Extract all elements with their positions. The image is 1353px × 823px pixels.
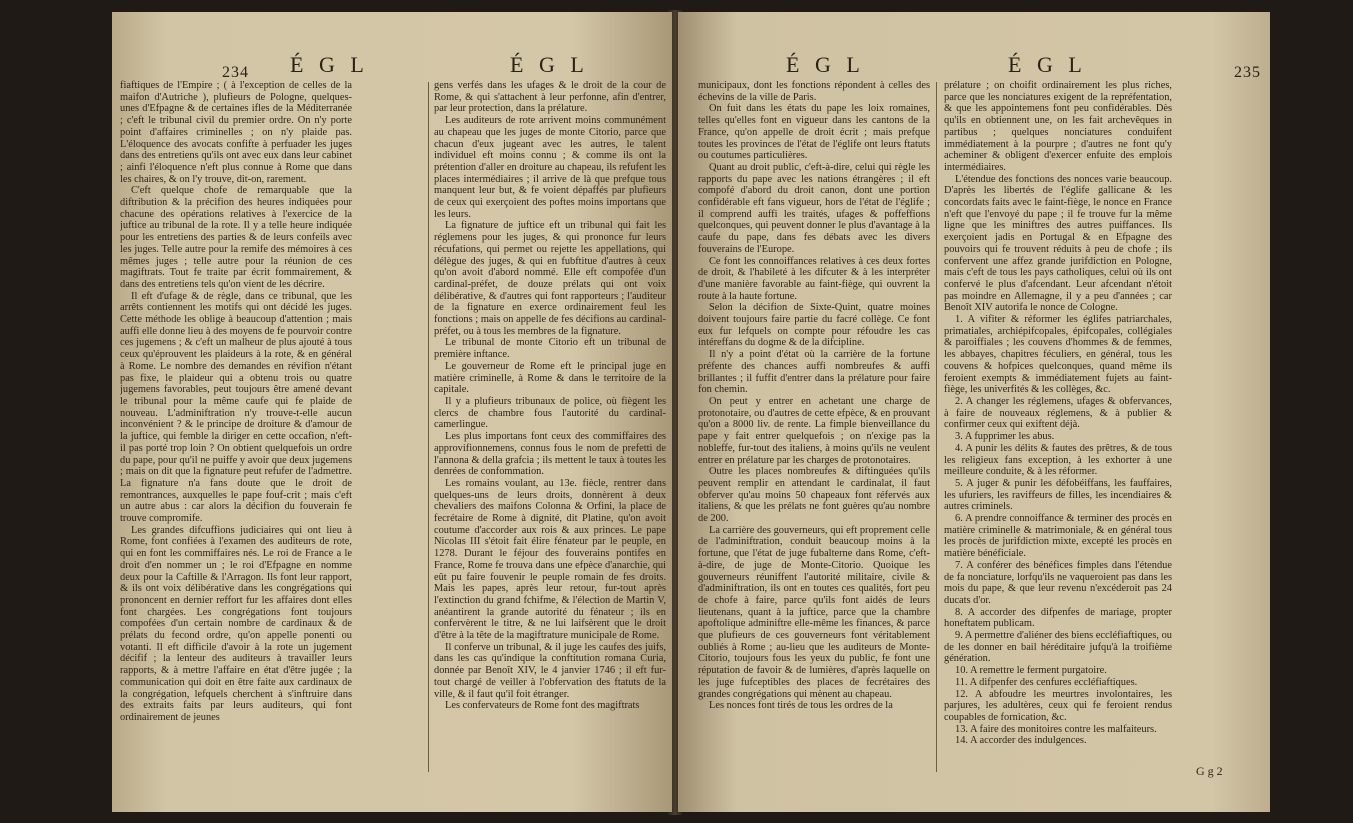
left-running-head-1: É G L xyxy=(290,52,369,77)
paragraph: 12. A abfoudre les meurtres involontaires, les parjures, les adultères, ceux qui fe feroient rendus coupables de fornication, &c. xyxy=(944,688,1172,723)
paragraph: 10. A remettre le ferment purgatoire. xyxy=(955,665,1107,677)
right-page xyxy=(678,12,1270,812)
paragraph: Il n'y a point d'état où la carrière de la fortune préfente des chances auffi nombreufes & auffi brillantes ; il fuffit d'entrer dans la prélature pour faire fon chemin. xyxy=(698,349,930,396)
paragraph: C'eft quelque chofe de remarquable que la diftribution & la précifion des heures indiquées pour chacune des opérations relatives à l'exercice de la juftice au tribunal de la rote. Il y a telle heure indiquée pour les entretiens des parties & de leurs confeils avec les juges. Telle autre pour la remife des mémoires à ces mêmes juges ; telle autre pour la réunion de ces magiftrats. Tout fe traite par écrit fommairement, & dans des entretiens tels qu'on vient de les décrire. xyxy=(120,185,352,290)
paragraph: On fuit dans les états du pape les loix romaines, telles qu'elles font en vigueur dans les cantons de la France, qu'on appelle de droit écrit ; mais prefque toutes les provinces de l'état de l'églife ont leurs ftatuts ou coutumes particulières. xyxy=(698,103,930,162)
paragraph: Il y a plufieurs tribunaux de police, où fiègent les clercs de chambre fous l'autorité du cardinal-camerlingue. xyxy=(434,395,666,431)
paragraph: Les nonces font tirés de tous les ordres de la xyxy=(709,700,893,712)
paragraph: Outre les places nombreufes & diftinguées qu'ils peuvent remplir en attendant le cardinalat, il faut obferver qu'au moins 50 chapeaux font réfervés aux italiens, & que les prélats ne font guères qu'au nombre de 200. xyxy=(698,466,930,525)
paragraph: 8. A accorder des difpenfes de mariage, propter honeftatem publicam. xyxy=(944,606,1172,630)
paragraph: Ce font les connoiffances relatives à ces deux fortes de droit, & l'habileté à les difcuter & à les interpréter d'une manière favorable au faint-fiège, qui ouvrent la route à la haute fortune. xyxy=(698,255,930,302)
paragraph: Les grandes difcuffions judiciaires qui ont lieu à Rome, font confiées à l'examen des auditeurs de rote, qui en font les commiffaires nés. Le roi de France a le droit d'en nommer un ; le roi d'Efpagne en nomme deux pour la Caftille & l'Arragon. Ils font leur rapport, & ils ont voix délibérative dans les congrégations qui prononcent en dernier reffort fur les affaires dont elles font chargées. Les congrégations font toujours compofées d'un certain nombre de cardinaux & de prélats du fecond ordre, qu'on appelle ponenti ou votanti. Il eft difficile d'avoir à la rote un jugement décifif ; la lenteur des auditeurs à travailler leurs rapports, & à mettre l'affaire en état d'être jugée ; la communication qui doit en être faite aux cardinaux de la congrégation, lefquels cherchent à s'inftruire dans des extraits faits par leurs auditeurs, qui font ordinairement de jeunes xyxy=(120,524,352,723)
paragraph: 3. A fupprimer les abus. xyxy=(955,431,1055,443)
right-column-2 xyxy=(944,80,1172,780)
paragraph: Les auditeurs de rote arrivent moins communément au chapeau que les juges de monte Citorio, parce que chacun d'eux jugeant avec les autres, le talent individuel eft moins connu ; & comme ils ont la prétention d'aller en droiture au chapeau, ils refufent les places intermédiaires ; il arrive de là que prefque tous manquent leur but, & fe voient dépaffés par plufieurs de ceux qui exerçoient des poftes moins importans que les leurs. xyxy=(434,115,666,220)
paragraph: L'étendue des fonctions des nonces varie beaucoup. D'après les libertés de l'églife gallicane & les concordats faits avec le faint-fiège, le nonce en France n'eft que l'envoyé du pape ; il fe trouve fur la même ligne que les miniftres des autres puiffances. Ils exerçoient jadis en Portugal & en Efpagne des pouvoirs qui fe trouvent réduits à peu de chofe ; ils confervent une affez grande jurifdiction en Pologne, mais c'eft de tous les pays catholiques, celui où ils ont confervé le plus d'afcendant. Leur afcendant n'étoit pas moindre en Allemagne, il y a peu d'années ; car Benoît XIV autorifa le nonce de Cologne. xyxy=(944,173,1172,314)
right-page-number: 235 xyxy=(1234,64,1261,81)
paragraph: La carrière des gouverneurs, qui eft proprement celle de l'adminiftration, conduit beaucoup moins à la fortune, que l'état de juge fubalterne dans Rome, c'eft-à-dire, de juge de Monte-Citorio. Quoique les gouverneurs réuniffent l'autorité militaire, civile & d'adminiftration, ils ont en toutes ces qualités, fort peu de chofe à faire, parce qu'ils font aidés de leurs lieutenans, quant à la juftice, parce que la chambre apoftolique adminiftre elle-même les finances, & parce que plufieurs de ces gouverneurs font véritablement oubliés à Rome ; au-lieu que les auditeurs de Monte-Citorio, toujours fous les yeux du public, fe font une réputation de favoir & de lumières, d'après laquelle on les juge fufceptibles des places de fecrétaires des grandes congrégations qui mènent au chapeau. xyxy=(698,524,930,700)
paragraph: 2. A changer les réglemens, ufages & obfervances, à faire de nouveaux réglemens, & à publier & confirmer ceux qui exiftent déjà. xyxy=(944,395,1172,431)
left-column-1 xyxy=(120,80,352,780)
left-page-number: 234 xyxy=(222,64,249,81)
right-running-head-1: É G L xyxy=(786,52,865,77)
paragraph: Selon la décifion de Sixte-Quint, quatre moines doivent toujours faire partie du facré collège. Ce font eux fur lefquels on compte pour réfoudre les cas intéreffans du dogme & de la difcipline. xyxy=(698,302,930,349)
right-column-1 xyxy=(698,80,930,780)
paragraph: Les romains voulant, au 13e. fiècle, rentrer dans quelques-uns de leurs droits, donnèrent à deux chevaliers des maifons Colonna & Orfini, la place de fecrétaire de Rome à dignité, dit Platine, qu'on avoit coutume d'accorder aux rois & aux princes. Le pape Nicolas III s'étoit fait élire fénateur par le peuple, en 1278. Durant le féjour des fouverains pontifes en France, Rome fe trouva dans une efpèce d'anarchie, qui eût pu faire fouvenir le peuple romain de fes droits. Mais les papes, après leur retour, fur-tout après l'extinction du grand fchifme, & l'élection de Martin V, anéantirent la grande autorité du fénateur ; ils en confervèrent le titre, & ne lui laifsèrent que le droit d'être à la tête de la magiftrature municipale de Rome. xyxy=(434,477,666,642)
paragraph: prélature ; on choifit ordinairement les plus riches, parce que les nonciatures exigent de la repréfentation, & que les appointemens font peu confidérables. Dès qu'ils en obtiennent une, on les fait archevêques in partibus ; quelques nonciatures conduifent immédiatement à la pourpre ; d'autres ne font qu'y acheminer & obligent d'exercer enfuite des emplois intermédiaires. xyxy=(944,80,1172,173)
paragraph: 7. A conférer des bénéfices fimples dans l'étendue de fa nonciature, lorfqu'ils ne vaqueroient pas dans les mois du pape, & que leur revenu n'excéderoit pas 24 ducats d'or. xyxy=(944,559,1172,606)
left-running-head-2: É G L xyxy=(510,52,589,77)
paragraph: 4. A punir les délits & fautes des prêtres, & de tous les religieux fans exception, à les exhorter à une meilleure conduite, & à les réformer. xyxy=(944,442,1172,478)
paragraph: fiaftiques de l'Empire ; ( à l'exception de celles de la maifon d'Autriche ), plufieurs de Pologne, quelques-unes d'Efpagne & de certaines ifles de la Méditerranée ; c'eft le tribunal civil du premier ordre. On n'y porte point d'affaires criminelles ; on n'y plaide pas. L'éloquence des avocats confifte à perfuader les juges dans des entretiens qu'ils ont avec eux dans leur cabinet ; ainfi l'éloquence n'eft plus connue à Rome que dans les chaires, & on l'y trouve, dit-on, rarement. xyxy=(120,80,352,185)
paragraph: On peut y entrer en achetant une charge de protonotaire, ou d'autres de cette efpèce, & en prouvant qu'on a 8000 liv. de rente. La fimple bienveillance du pape y fait entrer quelquefois ; on n'exige pas la nobleffe, fur-tout des italiens, à moins qu'ils ne veulent entrer en prélature par les charges de protonotaires. xyxy=(698,395,930,466)
paragraph: 1. A vifiter & réformer les églifes patriarchales, primatiales, archiépifcopales, épifcopales, collégiales & paroiffiales ; les couvens d'hommes & de femmes, les abbayes, chapitres féculiers, en général, tous les couvens & hofpices quelconques, quand même ils feroient exempts & immédiatement fujets au faint-fiège, les univerfités & les collèges, &c. xyxy=(944,314,1172,396)
paragraph: 6. A prendre connoiffance & terminer des procès en matière criminelle & matrimoniale, & en général tous les procès de jurifdiction mixte, excepté les procès en matière bénéficiale. xyxy=(944,513,1172,560)
paragraph: gens verfés dans les ufages & le droit de la cour de Rome, & qui s'attachent à leur perfonne, afin d'entrer, par leur protection, dans la prélature. xyxy=(434,80,666,115)
right-running-head-2: É G L xyxy=(1008,52,1087,77)
paragraph: 13. A faire des monitoires contre les malfaiteurs. xyxy=(955,723,1157,735)
paragraph: 5. A juger & punir les défobéiffans, les fauffaires, les ufuriers, les raviffeurs de filles, les incendiaires & autres criminels. xyxy=(944,477,1172,513)
paragraph: Il eft d'ufage & de règle, dans ce tribunal, que les arrêts contiennent les motifs qui ont décidé les juges. Cette méthode les oblige à beaucoup d'attention ; mais auffi elle donne lieu à des moyens de fe pourvoir contre ces jugemens ; & c'eft un malheur de plus ajouté à tous ceux qu'éprouvent les plaideurs à la rote, & en général à Rome. Le nombre des demandes en révifion n'étant pas fixe, le plaideur qui a obtenu trois ou quatre jugemens favorables, peut toujours être amené devant le tribunal pour la même caufe qui fe plaide de nouveau. L'adminiftration n'y trouve-t-elle aucun inconvénient ? & le principe de droiture & d'amour de la juftice, qui femble la diriger en cette occafion, n'eft-il pas porté trop loin ? On obtient quelquefois un ordre du pape, pour qu'il ne puiffe y avoir que deux jugemens ; mais on dit que la fignature peut refufer de l'admettre. La fignature n'a fans doute que le droit de remontrances, auxquelles le pape fouf-crit ; mais c'eft un autre abus : car alors la décifion du fouverain fe trouve compromife. xyxy=(120,290,352,525)
paragraph: Le gouverneur de Rome eft le principal juge en matière criminelle, à Rome & dans le territoire de la capitale. xyxy=(434,360,666,396)
column-rule xyxy=(936,82,937,772)
paragraph: Les confervateurs de Rome font des magiftrats xyxy=(445,700,640,712)
column-rule xyxy=(428,82,429,772)
paragraph: La fignature de juftice eft un tribunal qui fait les réglemens pour les juges, & qui prononce fur leurs récufations, qui permet ou rejette les appellations, qui délègue des juges, & qui en fubftitue d'autres à ceux qu'on avoit d'abord nommé. Elle eft compofée d'un cardinal-préfet, de douze prélats qui ont voix délibérative, & d'autres qui font rapporteurs ; l'auditeur de la fignature en exerce ordinairement feul les fonctions ; mais on appelle de fes décifions au cardinal-préfet, ou à tous les membres de la fignature. xyxy=(434,220,666,337)
paragraph: Il conferve un tribunal, & il juge les caufes des juifs, dans les cas qu'indique la conftitution romana Curia, donnée par Benoît XIV, le 4 janvier 1746 ; il eft fur-tout chargé de veiller à l'obfervation des ftatuts de la ville, & il faut qu'il foit étranger. xyxy=(434,641,666,700)
paragraph: Les plus importans font ceux des commiffaires des approvifionnemens, connus fous le nom de prefetti de l'annona & della grafcia ; ils mettent le taux à toutes les denrées de confommation. xyxy=(434,431,666,478)
paragraph: municipaux, dont les fonctions répondent à celles des échevins de la ville de Paris. xyxy=(698,80,930,103)
signature-mark: G g 2 xyxy=(1196,764,1223,778)
left-page xyxy=(112,12,672,812)
left-column-2 xyxy=(434,80,666,780)
paragraph: 11. A difpenfer des cenfures eccléfiaftiques. xyxy=(955,676,1138,688)
paragraph: 14. A accorder des indulgences. xyxy=(955,735,1087,747)
paragraph: 9. A permettre d'aliéner des biens eccléfiaftiques, ou de les donner en bail héréditaire jufqu'à la troifième génération. xyxy=(944,630,1172,665)
paragraph: Quant au droit public, c'eft-à-dire, celui qui règle les rapports du pape avec les nations étrangères ; il eft compofé d'abord du droit canon, dont une portion confidérable eft fans vigueur, hors de l'état de l'églife ; il comprend auffi les traités, ufages & poffeffions quelconques, qui peuvent donner le plus d'avantage à la caufe du pape, dans fes débats avec les divers fouverains de l'Europe. xyxy=(698,161,930,255)
paragraph: Le tribunal de monte Citorio eft un tribunal de première inftance. xyxy=(434,337,666,361)
